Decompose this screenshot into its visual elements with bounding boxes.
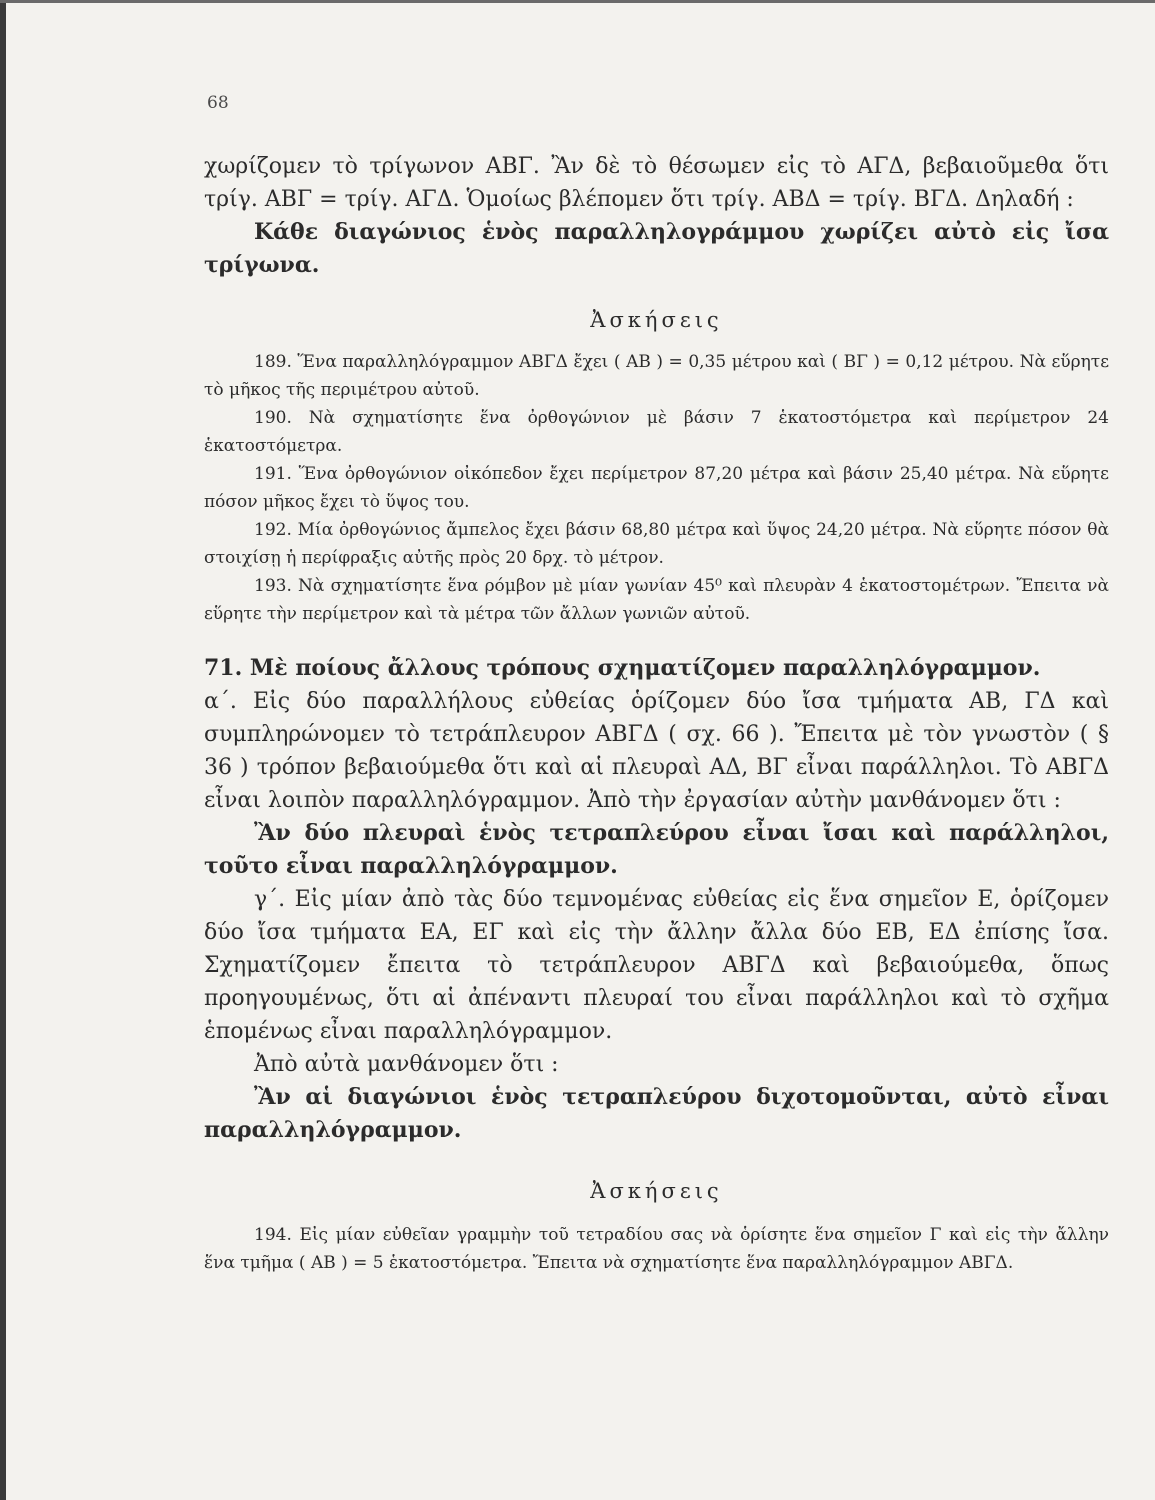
scan-top-edge [0,0,1155,3]
section-71-part-c: γ΄. Εἰς μίαν ἀπὸ τὰς δύο τεμνομένας εὐθείας εἰς ἕνα σημεῖον Ε, ὁρίζομεν δύο ἴσα τμήματα ΕΑ, ΕΓ καὶ εἰς τὴν ἄλλην ἄλλα δύο ΕΒ, ΕΔ ἐπίσης ἴσα. Σχηματίζομεν ἔπειτα τὸ τετράπλευρον ΑΒΓΔ καὶ βεβαιούμεθα, ὅπως προηγουμένως, ὅτι αἱ ἀπέναντι πλευραί του εἶναι παράλληλοι καὶ τὸ σχῆμα ἑπομένως εἶναι παραλληλόγραμμον. [204,887,1109,1044]
intro-paragraph: χωρίζομεν τὸ τρίγωνον ΑΒΓ. Ἂν δὲ τὸ θέσωμεν εἰς τὸ ΑΓΔ, βεβαιοῦμεθα ὅτι τρίγ. ΑΒΓ = τρίγ. ΑΓΔ. Ὁμοίως βλέπομεν ὅτι τρίγ. ΑΒΔ = τρίγ. ΒΓΔ. Δηλαδή : [204,154,1109,212]
rule-equal-parallel-sides: Ἂν δύο πλευραὶ ἑνὸς τετραπλεύρου εἶναι ἴσαι καὶ παράλληλοι, τοῦτο εἶναι παραλληλόγραμμον. [204,820,1109,879]
page-content [204,150,1109,1277]
exercise-191: 191. Ἕνα ὀρθογώνιον οἰκόπεδον ἔχει περίμετρον 87,20 μέτρα καὶ βάσιν 25,40 μέτρα. Νὰ εὕρητε πόσον μῆκος ἔχει τὸ ὕψος του. [204,464,1109,512]
page-number: 68 [207,93,229,113]
exercises-heading: Ἀσκήσεις [590,308,723,332]
exercise-189: 189. Ἕνα παραλληλόγραμμον ΑΒΓΔ ἔχει ( ΑΒ ) = 0,35 μέτρου καὶ ( ΒΓ ) = 0,12 μέτρου. Νὰ εὕρητε τὸ μῆκος τῆς περιμέτρου αὐτοῦ. [204,352,1109,400]
exercise-192: 192. Μία ὀρθογώνιος ἄμπελος ἔχει βάσιν 68,80 μέτρα καὶ ὕψος 24,20 μέτρα. Νὰ εὕρητε πόσον θὰ στοιχίσῃ ἡ περίφραξις αὐτῆς πρὸς 20 δρχ. τὸ μέτρον. [204,520,1109,568]
exercise-194: 194. Εἰς μίαν εὐθεῖαν γραμμὴν τοῦ τετραδίου σας νὰ ὁρίσητε ἕνα σημεῖον Γ καὶ εἰς τὴν ἄλλην ἕνα τμῆμα ( ΑΒ ) = 5 ἑκατοστόμετρα. Ἔπειτα νὰ σχηματίσητε ἕνα παραλληλόγραμμον ΑΒΓΔ. [204,1225,1109,1273]
rule-bisected-diagonals: Ἂν αἱ διαγώνιοι ἑνὸς τετραπλεύρου διχοτομοῦνται, αὐτὸ εἶναι παραλληλόγραμμον. [204,1084,1109,1143]
exercises-heading-2: Ἀσκήσεις [590,1179,723,1203]
exercise-193: 193. Νὰ σχηματίσητε ἕνα ρόμβον μὲ μίαν γωνίαν 45⁰ καὶ πλευρὰν 4 ἑκατοστομέτρων. Ἔπειτα νὰ εὕρητε τὴν περίμετρον καὶ τὰ μέτρα τῶν ἄλλων γωνιῶν αὐτοῦ. [204,576,1109,624]
theorem-diagonal: Κάθε διαγώνιος ἑνὸς παραλληλογράμμου χωρίζει αὐτὸ εἰς ἴσα τρίγωνα. [204,219,1109,278]
section-71-part-a: α΄. Εἰς δύο παραλλήλους εὐθείας ὁρίζομεν δύο ἴσα τμήματα ΑΒ, ΓΔ καὶ συμπληρώνομεν τὸ τετράπλευρον ΑΒΓΔ ( σχ. 66 ). Ἔπειτα μὲ τὸν γνωστὸν ( § 36 ) τρόπον βεβαιούμεθα ὅτι καὶ αἱ πλευραὶ ΑΔ, ΒΓ εἶναι παράλληλοι. Τὸ ΑΒΓΔ εἶναι λοιπὸν παραλληλόγραμμον. Ἀπὸ τὴν ἐργασίαν αὐτὴν μανθάνομεν ὅτι : [204,689,1109,813]
exercise-190: 190. Νὰ σχηματίσητε ἕνα ὀρθογώνιον μὲ βάσιν 7 ἑκατοστόμετρα καὶ περίμετρον 24 ἑκατοστόμετρα. [204,408,1109,456]
section-71-lead-c: Ἀπὸ αὐτὰ μανθάνομεν ὅτι : [254,1052,559,1077]
scan-left-edge [0,0,6,1500]
section-71-title: 71. Μὲ ποίους ἄλλους τρόπους σχηματίζομεν παραλληλόγραμμον. [204,655,1041,681]
